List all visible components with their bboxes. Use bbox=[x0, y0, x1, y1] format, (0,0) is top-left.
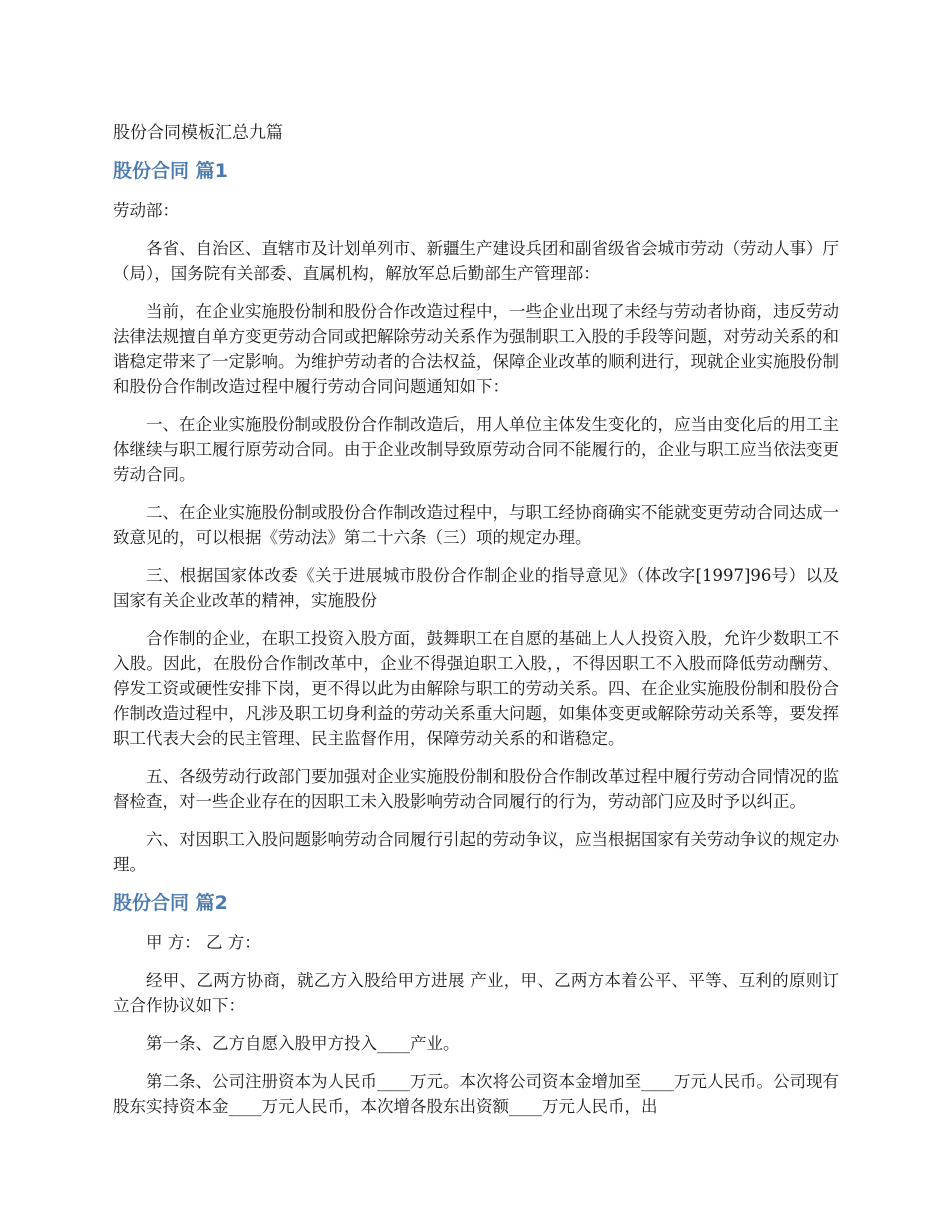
section-1 bbox=[113, 158, 839, 877]
paragraph: 五、各级劳动行政部门要加强对企业实施股份制和股份合作制改革过程中履行劳动合同情况的监督检查，对一些企业存在的因职工未入股影响劳动合同履行的行为，劳动部门应及时予以纠正。 bbox=[113, 767, 839, 811]
paragraph: 一、在企业实施股份制或股份合作制改造后，用人单位主体发生变化的，应当由变化后的用工主体继续与职工履行原劳动合同。由于企业改制导致原劳动合同不能履行的，企业与职工应当依法变更劳动合同。 bbox=[113, 415, 839, 484]
paragraph: 当前，在企业实施股份制和股份合作改造过程中，一些企业出现了未经与劳动者协商，违反劳动法律法规擅自单方变更劳动合同或把解除劳动关系作为强制职工入股的手段等问题，对劳动关系的和谐稳定带来了一定影响。为维护劳动者的合法权益，保障企业改革的顺利进行，现就企业实施股份制和股份合作制改造过程中履行劳动合同问题通知如下： bbox=[113, 302, 839, 396]
section-2 bbox=[113, 890, 839, 1119]
parties-line: 甲 方： 乙 方： bbox=[146, 933, 261, 952]
paragraph: 经甲、乙两方协商，就乙方入股给甲方进展 产业，甲、乙两方本着公平、平等、互利的原则订立合作协议如下： bbox=[113, 971, 839, 1015]
paragraph: 第二条、公司注册资本为人民币____万元。本次将公司资本金增加至____万元人民币。公司现有股东实持资本金____万元人民币，本次增各股东出资额____万元人民币，出 bbox=[113, 1072, 839, 1116]
paragraph: 二、在企业实施股份制或股份合作制改造过程中，与职工经协商确实不能就变更劳动合同达成一致意见的，可以根据《劳动法》第二十六条（三）项的规定办理。 bbox=[113, 503, 839, 547]
paragraph: 各省、自治区、直辖市及计划单列市、新疆生产建设兵团和副省级省会城市劳动（劳动人事）厅（局），国务院有关部委、直属机构，解放军总后勤部生产管理部： bbox=[113, 239, 839, 283]
salutation: 劳动部： bbox=[113, 201, 179, 220]
section-heading: 股份合同 篇1 bbox=[113, 160, 228, 182]
paragraph: 合作制的企业，在职工投资入股方面，鼓舞职工在自愿的基础上人人投资入股，允许少数职工不入股。因此，在股份合作制改革中，企业不得强迫职工入股，，不得因职工不入股而降低劳动酬劳、停发工资或硬性安排下岗，更不得以此为由解除与职工的劳动关系。四、在企业实施股份制和股份合作制改造过程中，凡涉及职工切身利益的劳动关系重大问题，如集体变更或解除劳动关系等，要发挥职工代表大会的民主管理、民主监督作用，保障劳动关系的和谐稳定。 bbox=[113, 629, 839, 748]
document-page bbox=[113, 120, 839, 1132]
paragraph: 六、对因职工入股问题影响劳动合同履行引起的劳动争议，应当根据国家有关劳动争议的规定办理。 bbox=[113, 830, 839, 874]
paragraph: 三、根据国家体改委《关于进展城市股份合作制企业的指导意见》（体改字[1997]96号）以及国家有关企业改革的精神，实施股份 bbox=[113, 566, 839, 610]
paragraph: 第一条、乙方自愿入股甲方投入____产业。 bbox=[146, 1034, 460, 1053]
section-heading: 股份合同 篇2 bbox=[113, 892, 228, 914]
document-title: 股份合同模板汇总九篇 bbox=[113, 123, 283, 143]
